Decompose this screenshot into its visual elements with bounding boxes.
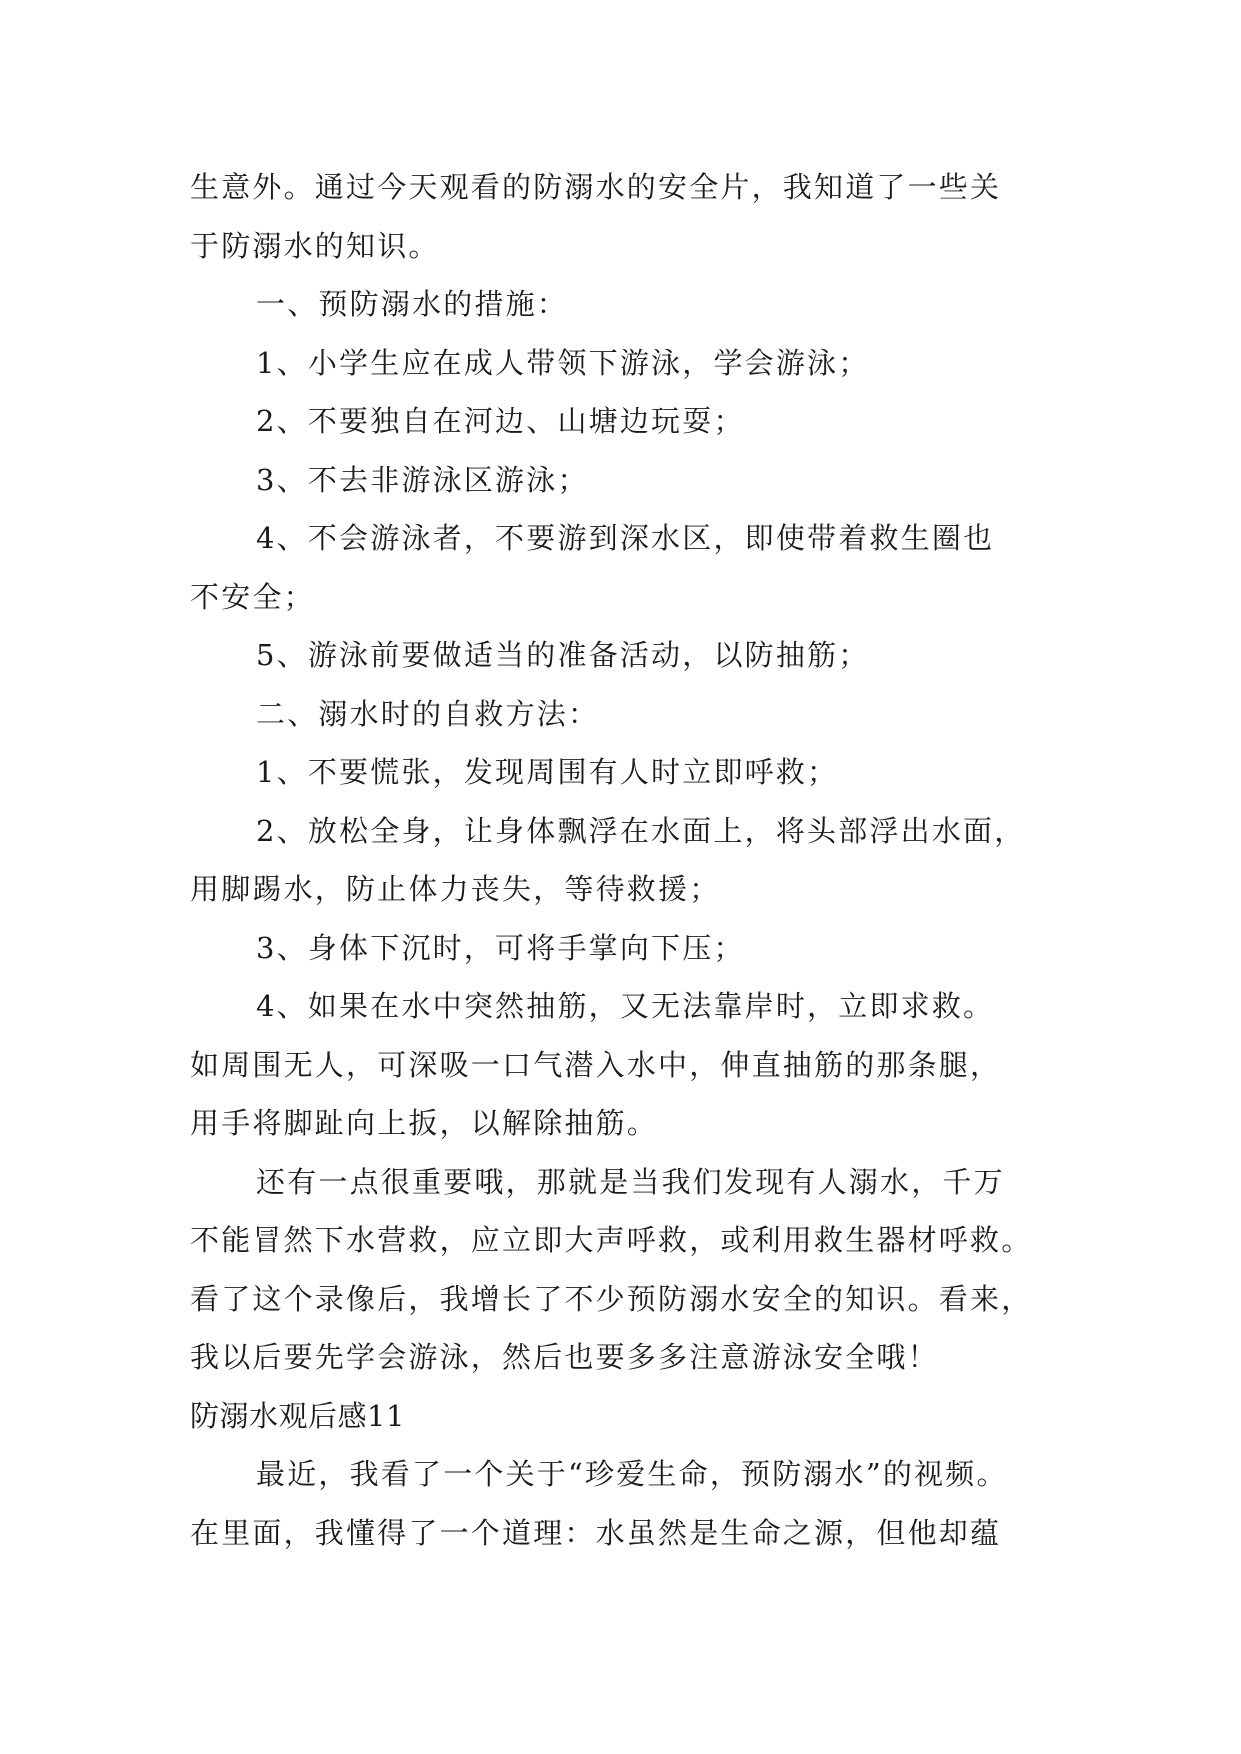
- section-heading: 二、溺水时的自救方法：: [256, 696, 600, 731]
- list-item: 1、小学生应在成人带领下游泳，学会游泳；: [256, 345, 870, 380]
- text-line: 用脚踢水，防止体力丧失，等待救援；: [190, 872, 721, 906]
- list-item: 2、不要独自在河边、山塘边玩耍；: [256, 404, 745, 438]
- text-line: 不安全；: [190, 579, 315, 614]
- section-heading: 一、预防溺水的措施：: [256, 287, 569, 321]
- list-item: 3、身体下沉时，可将手掌向下压；: [256, 930, 745, 965]
- text-line: 于防溺水的知识。: [190, 228, 440, 263]
- text-line: 不能冒然下水营救，应立即大声呼救，或利用救生器材呼救。: [190, 1223, 1033, 1257]
- text-line: 看了这个录像后，我增长了不少预防溺水安全的知识。看来，: [190, 1281, 1033, 1316]
- list-item: 5、游泳前要做适当的准备活动，以防抽筋；: [256, 638, 870, 672]
- document-body: [190, 158, 1060, 1562]
- list-item: 4、如果在水中突然抽筋，又无法靠岸时，立即求救。: [256, 989, 995, 1023]
- list-item: 4、不会游泳者，不要游到深水区，即使带着救生圈也: [256, 521, 995, 555]
- paragraph-start: 还有一点很重要哦，那就是当我们发现有人溺水，千万: [256, 1164, 1005, 1199]
- text-line: 我以后要先学会游泳，然后也要多多注意游泳安全哦！: [190, 1340, 939, 1374]
- list-item: 3、不去非游泳区游泳；: [256, 462, 589, 497]
- list-item: 1、不要慌张，发现周围有人时立即呼救；: [256, 755, 839, 789]
- essay-title: 防溺水观后感11: [190, 1398, 405, 1433]
- paragraph-start: 最近，我看了一个关于“珍爱生命，预防溺水”的视频。: [256, 1457, 1008, 1491]
- text-line: 生意外。通过今天观看的防溺水的安全片，我知道了一些关: [190, 170, 1002, 204]
- list-item: 2、放松全身，让身体飘浮在水面上，将头部浮出水面，: [256, 813, 1026, 848]
- text-line: 用手将脚趾向上扳，以解除抽筋。: [190, 1106, 659, 1140]
- text-line: 如周围无人，可深吸一口气潜入水中，伸直抽筋的那条腿，: [190, 1047, 1002, 1082]
- text-line: 在里面，我懂得了一个道理：水虽然是生命之源，但他却蕴: [190, 1515, 1002, 1550]
